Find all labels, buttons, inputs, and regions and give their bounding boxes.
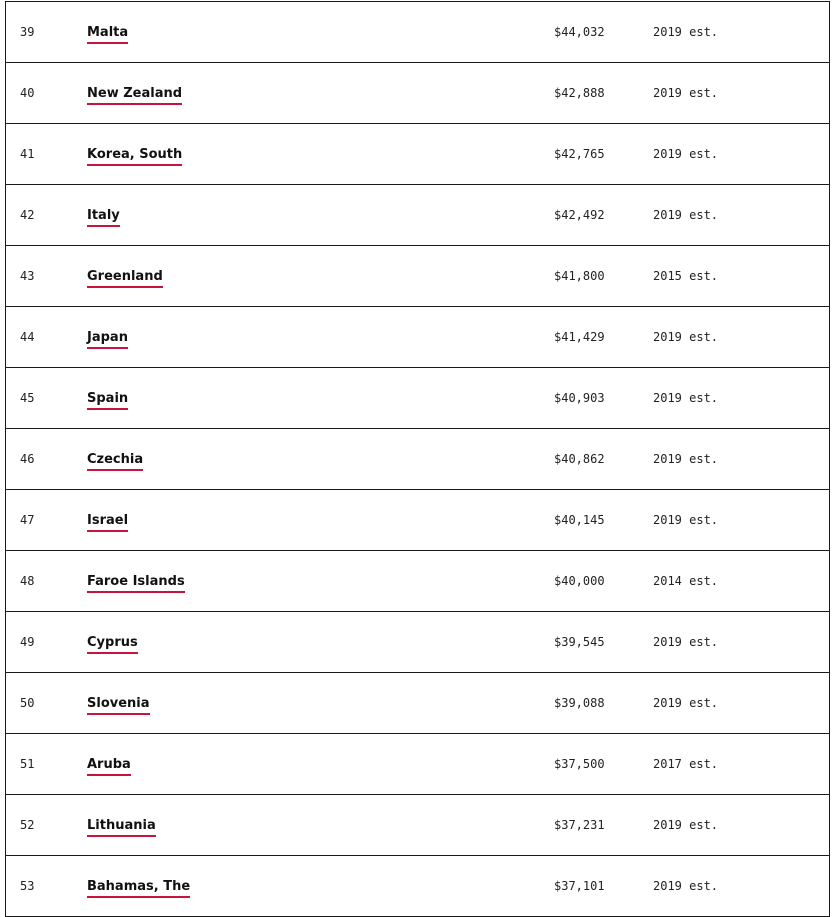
country-link[interactable]: Czechia xyxy=(87,452,143,471)
table-row xyxy=(6,612,829,673)
rank-cell: 41 xyxy=(20,147,35,161)
value-cell: $40,903 xyxy=(554,391,605,405)
country-cell xyxy=(87,673,150,733)
rank-cell: 48 xyxy=(20,574,35,588)
value-cell: $44,032 xyxy=(554,25,605,39)
table-row xyxy=(6,795,829,856)
value-cell: $37,500 xyxy=(554,757,605,771)
year-cell: 2019 est. xyxy=(653,330,719,344)
table-row xyxy=(6,734,829,795)
rank-cell: 50 xyxy=(20,696,35,710)
country-link[interactable]: Spain xyxy=(87,391,128,410)
year-cell: 2019 est. xyxy=(653,86,719,100)
rank-cell: 51 xyxy=(20,757,35,771)
table-row xyxy=(6,307,829,368)
country-link[interactable]: Slovenia xyxy=(87,696,150,715)
rank-cell: 45 xyxy=(20,391,35,405)
country-link[interactable]: Cyprus xyxy=(87,635,138,654)
country-cell xyxy=(87,185,120,245)
value-cell: $37,231 xyxy=(554,818,605,832)
country-cell xyxy=(87,795,156,855)
table-row xyxy=(6,2,829,63)
rank-cell: 40 xyxy=(20,86,35,100)
country-link[interactable]: Bahamas, The xyxy=(87,879,190,898)
country-link[interactable]: Aruba xyxy=(87,757,131,776)
table-row xyxy=(6,124,829,185)
country-link[interactable]: Greenland xyxy=(87,269,163,288)
country-link[interactable]: Korea, South xyxy=(87,147,182,166)
country-link[interactable]: Italy xyxy=(87,208,120,227)
table-row xyxy=(6,246,829,307)
value-cell: $41,800 xyxy=(554,269,605,283)
country-link[interactable]: Malta xyxy=(87,25,128,44)
table-row xyxy=(6,63,829,124)
year-cell: 2019 est. xyxy=(653,818,719,832)
table-row xyxy=(6,490,829,551)
year-cell: 2019 est. xyxy=(653,452,719,466)
value-cell: $40,145 xyxy=(554,513,605,527)
country-cell xyxy=(87,856,190,916)
country-cell xyxy=(87,429,143,489)
rank-cell: 46 xyxy=(20,452,35,466)
value-cell: $42,492 xyxy=(554,208,605,222)
country-link[interactable]: New Zealand xyxy=(87,86,182,105)
year-cell: 2014 est. xyxy=(653,574,719,588)
table-row xyxy=(6,429,829,490)
country-cell xyxy=(87,551,185,611)
rank-cell: 44 xyxy=(20,330,35,344)
year-cell: 2015 est. xyxy=(653,269,719,283)
year-cell: 2019 est. xyxy=(653,513,719,527)
country-cell xyxy=(87,2,128,62)
value-cell: $40,000 xyxy=(554,574,605,588)
year-cell: 2019 est. xyxy=(653,25,719,39)
value-cell: $41,429 xyxy=(554,330,605,344)
country-link[interactable]: Lithuania xyxy=(87,818,156,837)
value-cell: $42,888 xyxy=(554,86,605,100)
year-cell: 2019 est. xyxy=(653,879,719,893)
year-cell: 2017 est. xyxy=(653,757,719,771)
value-cell: $39,545 xyxy=(554,635,605,649)
ranking-table xyxy=(5,1,830,917)
table-row xyxy=(6,551,829,612)
rank-cell: 43 xyxy=(20,269,35,283)
year-cell: 2019 est. xyxy=(653,635,719,649)
country-cell xyxy=(87,246,163,306)
country-link[interactable]: Israel xyxy=(87,513,128,532)
country-cell xyxy=(87,63,182,123)
year-cell: 2019 est. xyxy=(653,147,719,161)
country-cell xyxy=(87,124,182,184)
table-row xyxy=(6,185,829,246)
country-cell xyxy=(87,490,128,550)
year-cell: 2019 est. xyxy=(653,391,719,405)
value-cell: $40,862 xyxy=(554,452,605,466)
rank-cell: 49 xyxy=(20,635,35,649)
rank-cell: 39 xyxy=(20,25,35,39)
year-cell: 2019 est. xyxy=(653,696,719,710)
country-cell xyxy=(87,734,131,794)
country-link[interactable]: Japan xyxy=(87,330,128,349)
table-row xyxy=(6,856,829,917)
country-cell xyxy=(87,307,128,367)
country-cell xyxy=(87,612,138,672)
country-link[interactable]: Faroe Islands xyxy=(87,574,185,593)
table-row xyxy=(6,673,829,734)
rank-cell: 42 xyxy=(20,208,35,222)
value-cell: $42,765 xyxy=(554,147,605,161)
rank-cell: 53 xyxy=(20,879,35,893)
value-cell: $37,101 xyxy=(554,879,605,893)
table-row xyxy=(6,368,829,429)
value-cell: $39,088 xyxy=(554,696,605,710)
rank-cell: 47 xyxy=(20,513,35,527)
year-cell: 2019 est. xyxy=(653,208,719,222)
rank-cell: 52 xyxy=(20,818,35,832)
country-cell xyxy=(87,368,128,428)
